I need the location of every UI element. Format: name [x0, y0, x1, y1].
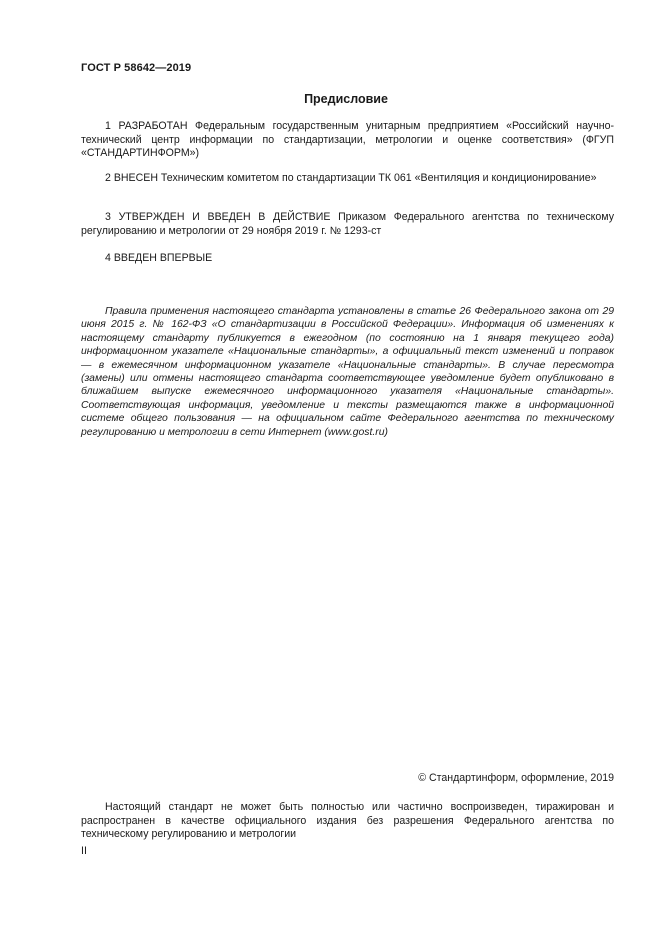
rules-note: Правила применения настоящего стандарта установлены в статье 26 Федерального закона от 29 июня 2015 г. № 162-ФЗ «О стандартизации в Российской Федерации». Информация об изменениях к настоящему стандарту публикуется в ежегодном (по состоянию на 1 января текущего года) информационном указателе «Национальные стандарты», а официальный текст изменений и поправок — в ежемесячном информационном указателе «Национальные стандарты». В случае пересмотра (замены) или отмены настоящего стандарта соответствующее уведомление будет опубликовано в ближайшем выпуске ежемесячного информационного указателя «Национальные стандарты». Соответствующая информация, уведомление и тексты размещаются также в информационной системе общего пользования — на официальном сайте Федерального агентства по техническому регулированию и метрологии в сети Интернет (www.gost.ru)	[81, 306, 614, 438]
copyright-line: © Стандартинформ, оформление, 2019	[418, 772, 614, 784]
page-title: Предисловие	[304, 92, 388, 106]
paragraph-introduced: 2 ВНЕСЕН Техническим комитетом по стандартизации ТК 061 «Вентиляция и кондиционирование»	[105, 172, 597, 184]
paragraph-developed: 1 РАЗРАБОТАН Федеральным государственным унитарным предприятием «Российский научно-технический центр информации по стандартизации, метрологии и оценке соответствия» (ФГУП «СТАНДАРТИНФОРМ»)	[81, 120, 614, 160]
page-number: II	[81, 845, 87, 857]
legal-notice: Настоящий стандарт не может быть полностью или частично воспроизведен, тиражирован и распространен в качестве официального издания без разрешения Федерального агентства по техническому регулированию и метрологии	[81, 801, 614, 841]
standard-code: ГОСТ Р 58642—2019	[81, 62, 192, 74]
paragraph-first-introduced: 4 ВВЕДЕН ВПЕРВЫЕ	[105, 252, 213, 264]
paragraph-approved: 3 УТВЕРЖДЕН И ВВЕДЕН В ДЕЙСТВИЕ Приказом Федерального агентства по техническому регулированию и метрологии от 29 ноября 2019 г. № 1293-ст	[81, 211, 614, 237]
